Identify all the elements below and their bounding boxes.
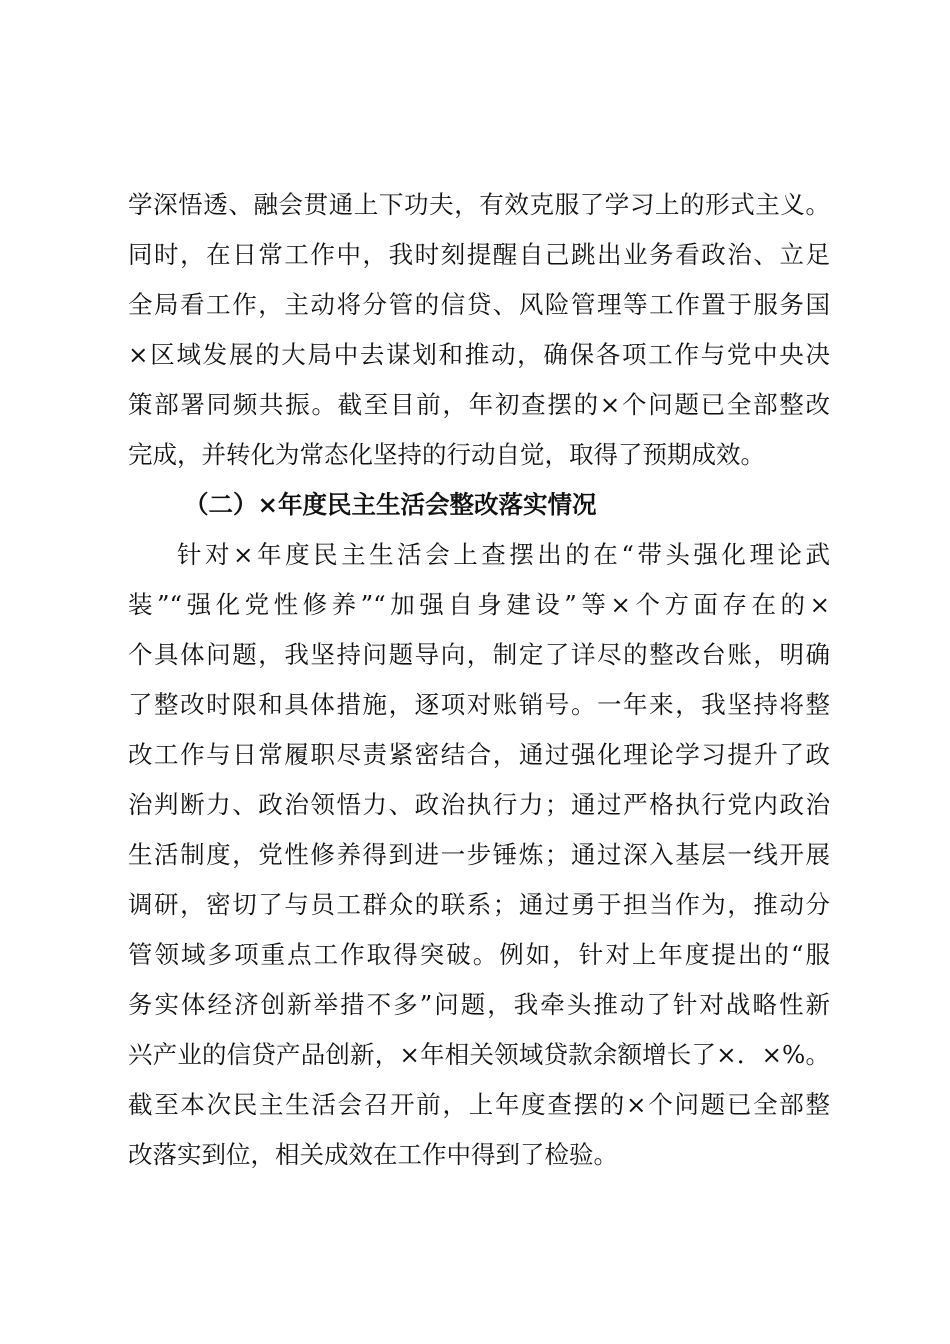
text-line: 生活制度，党性修养得到进一步锤炼；通过深入基层一线开展 xyxy=(128,840,830,869)
text-line: ×区域发展的大局中去谋划和推动，确保各项工作与党中央决 xyxy=(128,340,830,369)
text-line: 了整改时限和具体措施，逐项对账销号。一年来，我坚持将整 xyxy=(128,690,830,719)
text-line: 调研，密切了与员工群众的联系；通过勇于担当作为，推动分 xyxy=(128,890,830,919)
text-line: 兴产业的信贷产品创新，×年相关领域贷款余额增长了×．×%。 xyxy=(128,1040,830,1069)
paragraph xyxy=(128,530,830,1180)
text-line: 管领域多项重点工作取得突破。例如，针对上年度提出的“服 xyxy=(128,940,830,969)
text-line: 装”“强化党性修养”“加强自身建设”等×个方面存在的× xyxy=(128,590,830,619)
document-body xyxy=(128,180,830,1180)
text-line: 截至本次民主生活会召开前，上年度查摆的×个问题已全部整 xyxy=(128,1090,830,1119)
text-line: 改落实到位，相关成效在工作中得到了检验。 xyxy=(128,1140,618,1169)
text-line: 治判断力、政治领悟力、政治执行力；通过严格执行党内政治 xyxy=(128,790,830,819)
section-heading: （二）×年度民主生活会整改落实情况 xyxy=(184,490,597,519)
text-line: 同时，在日常工作中，我时刻提醒自己跳出业务看政治、立足 xyxy=(128,240,830,269)
text-line: 全局看工作，主动将分管的信贷、风险管理等工作置于服务国 xyxy=(128,290,830,319)
text-line: 学深悟透、融会贯通上下功夫，有效克服了学习上的形式主义。 xyxy=(128,190,830,219)
text-line: 策部署同频共振。截至目前，年初查摆的×个问题已全部整改 xyxy=(128,390,830,419)
text-line: 完成，并转化为常态化坚持的行动自觉，取得了预期成效。 xyxy=(128,440,765,469)
paragraph-continued xyxy=(128,180,830,480)
text-line: 改工作与日常履职尽责紧密结合，通过强化理论学习提升了政 xyxy=(128,740,830,769)
text-line: 针对×年度民主生活会上查摆出的在“带头强化理论武 xyxy=(177,540,830,569)
text-line: 个具体问题，我坚持问题导向，制定了详尽的整改台账，明确 xyxy=(128,640,830,669)
text-line: 务实体经济创新举措不多”问题，我牵头推动了针对战略性新 xyxy=(128,990,830,1019)
